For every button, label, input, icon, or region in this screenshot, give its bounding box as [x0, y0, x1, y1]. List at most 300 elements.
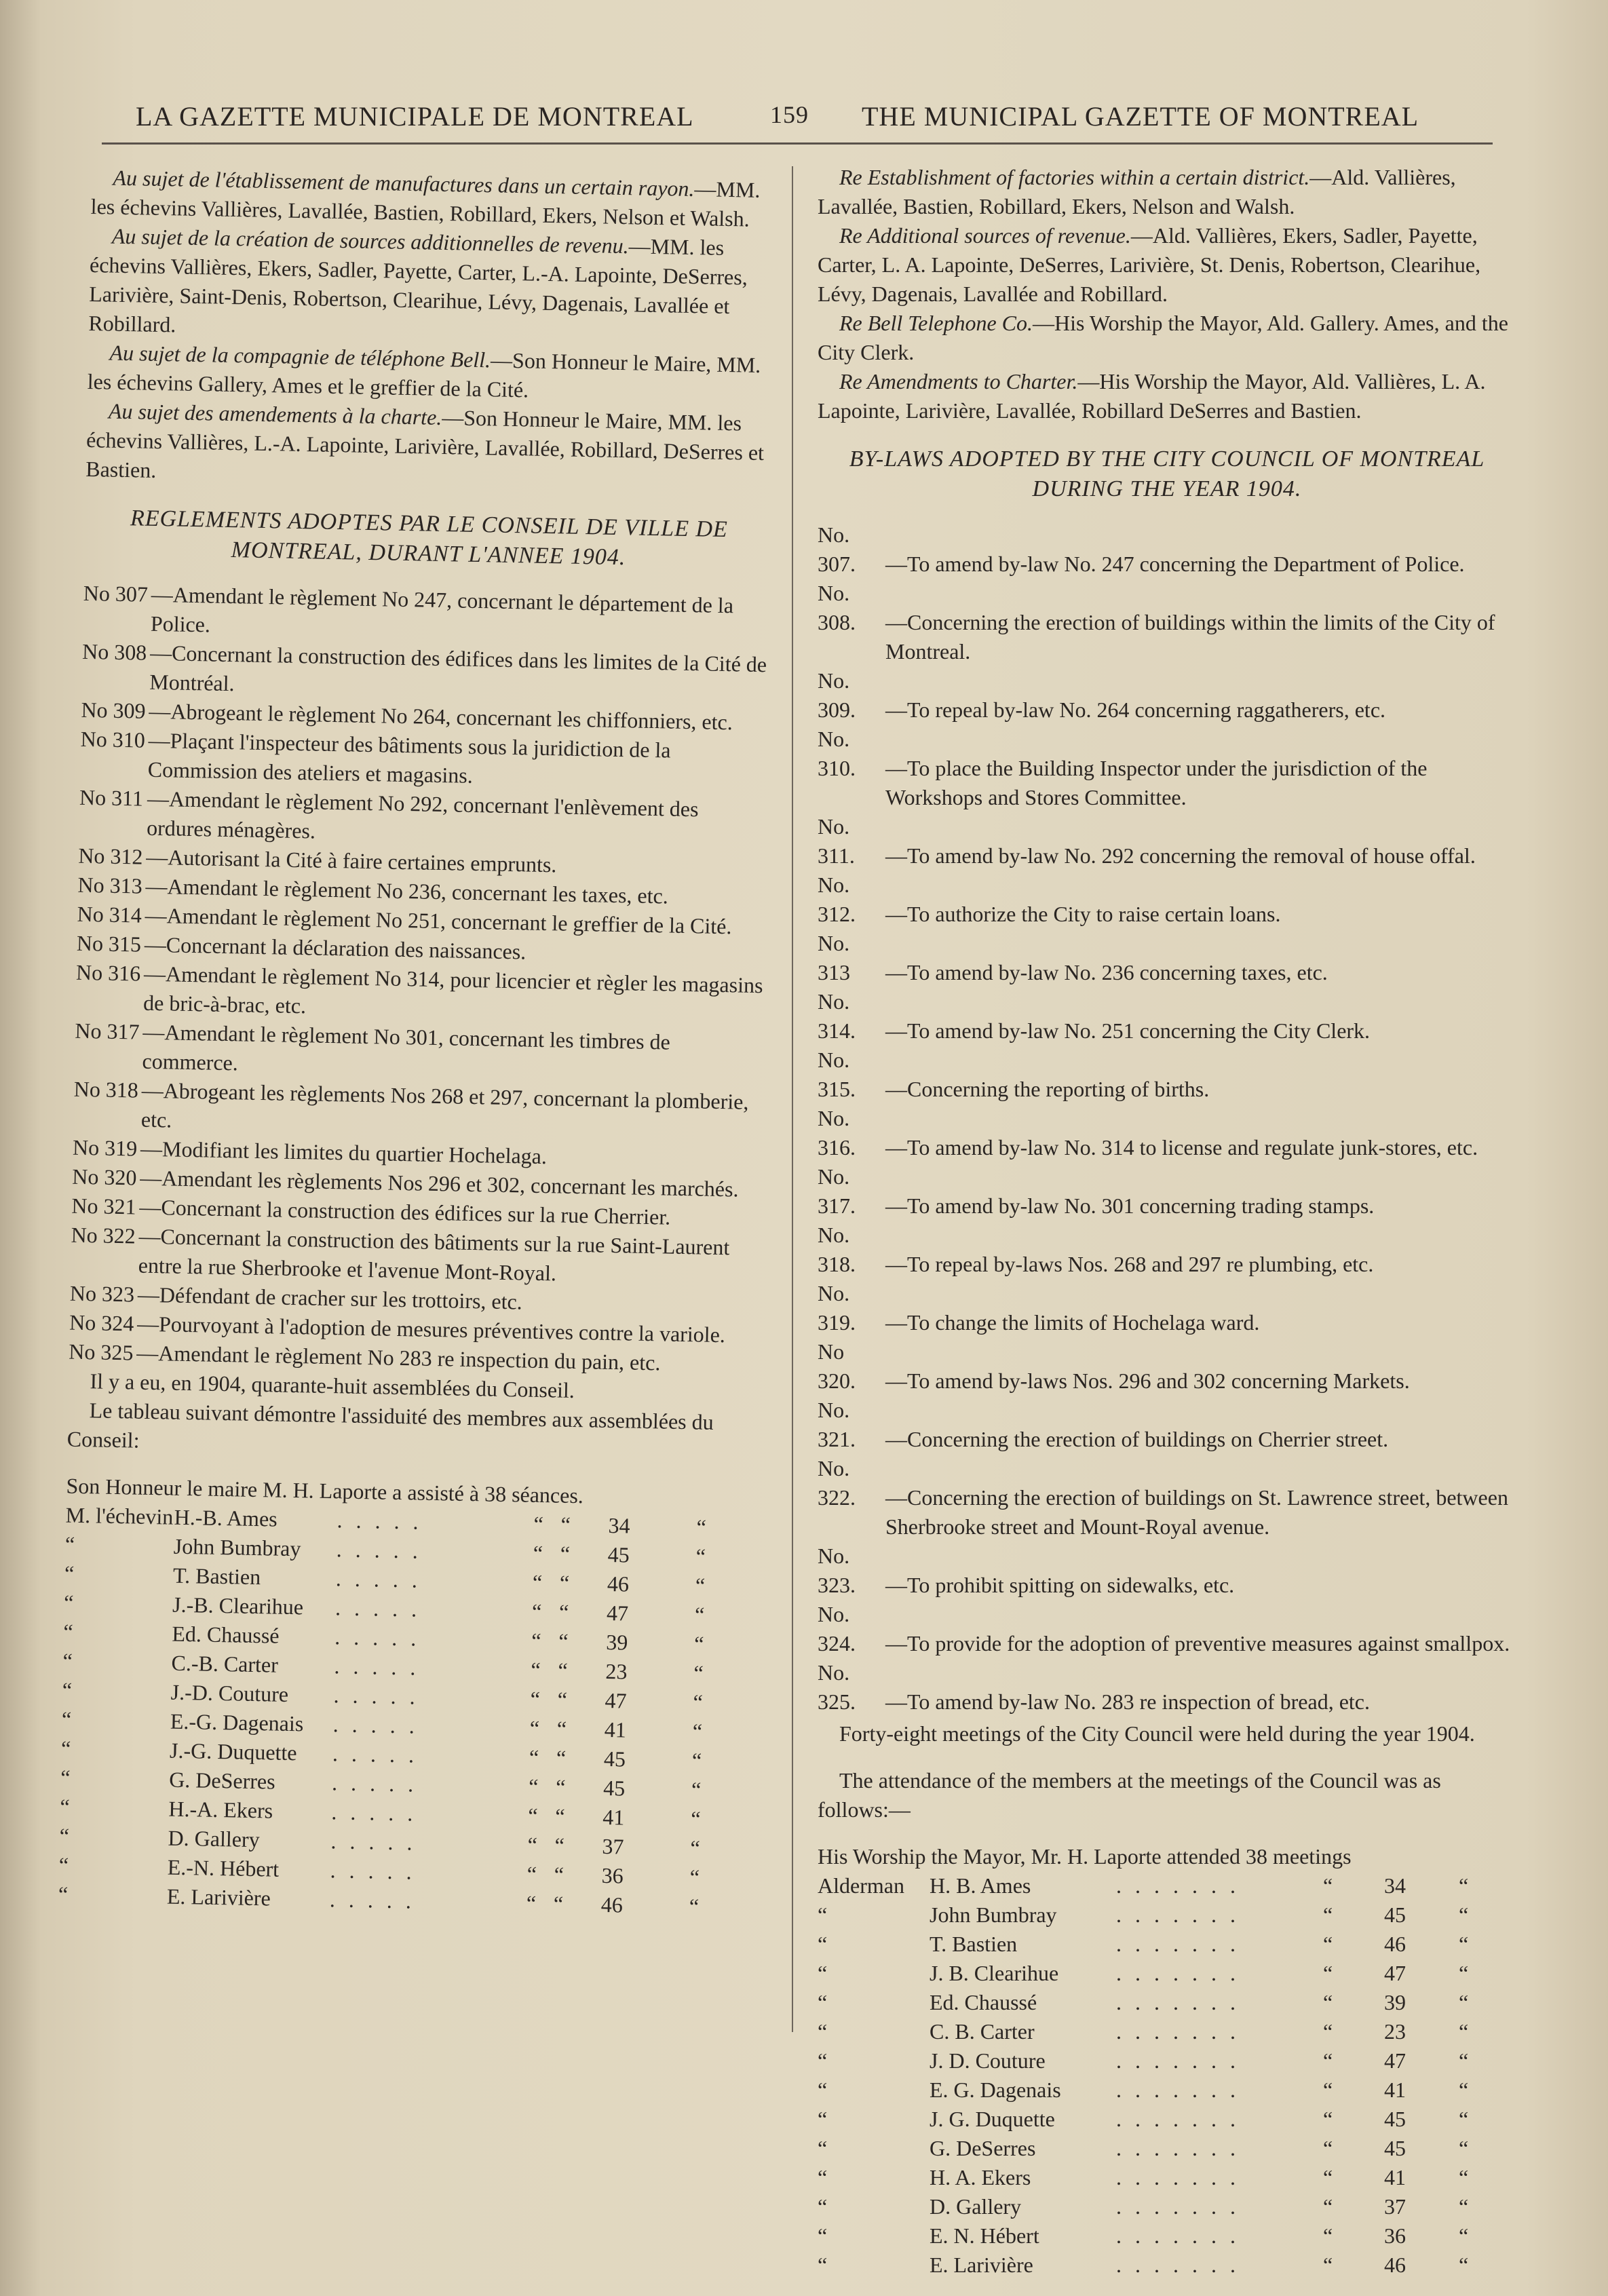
meeting-count: 41: [1384, 2078, 1406, 2102]
leader-dots: . . . . . . .: [1116, 2019, 1240, 2044]
member-title: “: [818, 1932, 828, 1956]
english-column: [818, 163, 1516, 2280]
ditto-mark: “: [1323, 2223, 1333, 2248]
member-title: “: [59, 1823, 70, 1848]
leader-dots: . . . . . . .: [1116, 2078, 1240, 2102]
attendance-row: [818, 2046, 1516, 2075]
committee-subject: Re Bell Telephone Co.: [839, 311, 1033, 335]
attendance-row: [818, 1959, 1516, 1988]
bylaw-number: No. 317.: [818, 1164, 856, 1218]
meeting-count: 45: [1384, 2136, 1406, 2160]
bylaw-text: —Autorisant la Cité à faire certaines emprunts.: [146, 844, 557, 877]
bylaw-text: —Pourvoyant à l'adoption de mesures préventives contre la variole.: [136, 1311, 726, 1347]
member-name: C. B. Carter: [930, 2019, 1035, 2044]
bylaw-number: No 321: [71, 1193, 136, 1219]
member-title: “: [61, 1706, 72, 1731]
mayor-attendance: Son Honneur le maire M. H. Laporte a assisté à 38 séances.: [66, 1473, 584, 1508]
ditto-mark: “: [555, 1803, 565, 1829]
bylaw-text: —To amend by-law No. 247 concerning the Department of Police.: [885, 552, 1465, 576]
bylaw-number: No 314: [77, 901, 142, 927]
member-title: “: [58, 1852, 69, 1877]
bylaw-number: No 312: [78, 843, 143, 869]
bylaw-text: —Modifiant les limites du quartier Hochelaga.: [140, 1136, 548, 1169]
meeting-count: 46: [1384, 1932, 1406, 1956]
attendance-row: [818, 1900, 1516, 1930]
member-name: E. G. Dagenais: [930, 2078, 1061, 2102]
committee-subject: Re Establishment of factories within a certain district.: [839, 165, 1310, 189]
meeting-count: 23: [1384, 2019, 1406, 2044]
meeting-count: 39: [1384, 1990, 1406, 2014]
member-name: G. DeSerres: [930, 2136, 1036, 2160]
ditto-mark: “: [554, 1862, 564, 1887]
bylaw-number: No. 312.: [818, 873, 856, 926]
bylaw-text: —Amendant le règlement No 283 re inspection du pain, etc.: [136, 1340, 661, 1375]
ditto-mark: “: [527, 1861, 537, 1887]
committee-members: —MM. les échevins Vallières, Lavallée, Bastien, Robillard, Ekers, Nelson et Walsh.: [90, 176, 761, 231]
meeting-count: 23: [605, 1658, 628, 1684]
bylaw-number: No 318: [73, 1076, 139, 1103]
ditto-mark: “: [1459, 1873, 1469, 1898]
ditto-mark: “: [691, 1748, 702, 1773]
bylaw-text: —Amendant le règlement No 247, concernant le département de la Police.: [150, 581, 734, 637]
bylaw-number: No 324: [69, 1309, 134, 1336]
bylaw-number: No. 323.: [818, 1544, 856, 1597]
bylaw-text: —Concernant la construction des édifices dans les limites de la Cité de Montréal.: [149, 640, 767, 696]
meeting-count: 36: [1384, 2223, 1406, 2248]
ditto-mark: “: [695, 1544, 706, 1569]
ditto-mark: “: [529, 1715, 540, 1741]
bylaw-number: No 325: [69, 1339, 134, 1365]
committee-subject: Au sujet de la compagnie de téléphone Bell.: [109, 340, 491, 372]
ditto-mark: “: [528, 1774, 539, 1799]
ditto-mark: “: [1323, 2048, 1333, 2073]
meeting-count: 39: [605, 1629, 628, 1655]
member-name: H.-A. Ekers: [168, 1796, 273, 1823]
bylaw-number: No 311: [79, 784, 144, 811]
bylaw-text: —To repeal by-laws Nos. 268 and 297 re plumbing, etc.: [885, 1252, 1374, 1276]
mayor-attendance: His Worship the Mayor, Mr. H. Laporte attended 38 meetings: [818, 1844, 1352, 1869]
ditto-mark: “: [1459, 1932, 1469, 1956]
attendance-row: [818, 2163, 1516, 2192]
bylaw-number: No. 310.: [818, 727, 856, 780]
committee-members: —Ald. Vallières, Ekers, Sadler, Payette, Carter, L. A. Lapointe, DeSerres, Larivière, St. Denis, Robertson, Clearihue, Lévy, Dagenais, Lavallée and Robillard.: [818, 223, 1481, 306]
ditto-mark: “: [556, 1716, 567, 1741]
bylaw-text: —To change the limits of Hochelaga ward.: [885, 1310, 1260, 1335]
ditto-mark: “: [1459, 1902, 1469, 1927]
ditto-mark: “: [555, 1774, 566, 1799]
member-title: “: [63, 1590, 74, 1615]
bylaw-number: No 309: [81, 697, 146, 723]
bylaw-text: —Amendant le règlement No 251, concernant le greffier de la Cité.: [145, 902, 732, 939]
bylaw-entry: [818, 1396, 1516, 1454]
leader-dots: . . . . .: [337, 1508, 423, 1534]
bylaw-entry: [818, 520, 1516, 579]
leader-dots: . . . . .: [334, 1624, 421, 1651]
leader-dots: . . . . . . .: [1116, 2253, 1240, 2277]
member-name: E.-N. Hébert: [167, 1854, 280, 1881]
member-title: “: [64, 1561, 75, 1586]
meeting-count: 47: [606, 1600, 629, 1626]
bylaw-text: —Plaçant l'inspecteur des bâtiments sous la juridiction de la Commission des ateliers et magasins.: [147, 727, 671, 788]
ditto-mark: “: [1459, 2136, 1469, 2160]
member-name: Ed. Chaussé: [930, 1990, 1037, 2014]
bylaw-number: No. 322.: [818, 1456, 856, 1510]
member-name: J.-G. Duquette: [169, 1738, 297, 1765]
committee-list: [818, 163, 1516, 425]
bylaw-number: No. 315.: [818, 1048, 856, 1101]
bylaw-text: —Amendant le règlement No 292, concernant l'enlèvement des ordures ménagères.: [146, 786, 699, 843]
member-title: “: [818, 1902, 828, 1927]
bylaw-entry: [818, 1542, 1516, 1600]
member-name: E. Larivière: [930, 2253, 1033, 2277]
member-name: E.-G. Dagenais: [170, 1708, 304, 1736]
member-name: H. B. Ames: [930, 1873, 1031, 1898]
leader-dots: . . . . .: [330, 1829, 417, 1855]
ditto-mark: “: [1459, 2048, 1469, 2073]
bylaw-text: —Concernant la déclaration des naissances.: [144, 932, 527, 964]
member-title: “: [62, 1677, 73, 1702]
member-title: “: [60, 1765, 71, 1790]
ditto-mark: “: [1323, 2136, 1333, 2160]
member-name: T. Bastien: [172, 1563, 261, 1590]
member-name: E. Larivière: [166, 1883, 271, 1911]
bylaw-entry: [818, 1162, 1516, 1221]
bylaw-entry: [818, 1600, 1516, 1658]
bylaw-text: —Concerning the reporting of births.: [885, 1077, 1210, 1101]
bylaw-text: —Concerning the erection of buildings on St. Lawrence street, between Sherbrooke street and Mount-Royal avenue.: [885, 1485, 1508, 1539]
committee-entry: [818, 309, 1516, 367]
bylaw-text: —Concernant la construction des bâtiments sur la rue Saint-Laurent entre la rue Sherbrooke et l'avenue Mont-Royal.: [138, 1223, 730, 1286]
member-title: “: [818, 2165, 828, 2189]
ditto-mark: “: [695, 1573, 706, 1598]
header-rule: [102, 142, 1493, 145]
bylaw-number: No 315: [76, 930, 142, 957]
bylaw-entry: [818, 1104, 1516, 1162]
committee-members: —His Worship the Mayor, Ald. Gallery. Ames, and the City Clerk.: [818, 311, 1508, 364]
ditto-mark: “: [1459, 2253, 1469, 2277]
meeting-count: 36: [601, 1862, 624, 1888]
bylaw-text: —To amend by-laws Nos. 296 and 302 concerning Markets.: [885, 1369, 1410, 1393]
ditto-mark: “: [531, 1599, 542, 1624]
member-name: J.-B. Clearihue: [172, 1592, 304, 1620]
ditto-mark: “: [558, 1599, 569, 1624]
member-title: “: [818, 2078, 828, 2102]
member-title: “: [818, 2107, 828, 2131]
committee-subject: Re Amendments to Charter.: [839, 369, 1078, 394]
attendance-table: [58, 1472, 755, 1922]
member-title: “: [64, 1531, 75, 1556]
french-column-body: [58, 163, 780, 1922]
bylaw-number: No 322: [71, 1222, 136, 1248]
ditto-mark: “: [531, 1657, 541, 1683]
bylaw-entry: [818, 725, 1516, 812]
bylaw-text: —Abrogeant le règlement No 264, concernant les chiffonniers, etc.: [149, 698, 733, 735]
member-name: D. Gallery: [930, 2194, 1022, 2219]
attendance-rows: [818, 1871, 1516, 2280]
leader-dots: . . . . . . .: [1116, 2194, 1240, 2219]
member-name: Ed. Chaussé: [172, 1621, 280, 1648]
bylaw-entry: [818, 812, 1516, 870]
leader-dots: . . . . . . .: [1116, 2165, 1240, 2189]
bylaw-number: No 313: [77, 872, 143, 898]
ditto-mark: “: [1323, 2107, 1333, 2131]
bylaw-number: No. 311.: [818, 814, 855, 868]
ditto-mark: “: [559, 1570, 570, 1595]
member-name: E. N. Hébert: [930, 2223, 1039, 2248]
member-title: “: [818, 1990, 828, 2014]
bylaw-text: —To repeal by-law No. 264 concerning raggatherers, etc.: [885, 697, 1386, 722]
leader-dots: . . . . . . .: [1116, 1932, 1240, 1956]
ditto-mark: “: [1459, 2194, 1469, 2219]
bylaw-number: No 308: [81, 638, 147, 665]
bylaw-entry: [818, 1221, 1516, 1279]
ditto-mark: “: [554, 1833, 565, 1858]
ditto-mark: “: [558, 1628, 569, 1653]
bylaw-number: No. 308.: [818, 581, 856, 634]
attendance-intro: Le tableau suivant démontre l'assiduité des membres aux assemblées du Conseil:: [66, 1398, 714, 1453]
bylaw-list: [818, 520, 1516, 1717]
member-name: J. D. Couture: [930, 2048, 1046, 2073]
leader-dots: . . . . .: [335, 1566, 422, 1592]
ditto-mark: “: [1323, 1873, 1333, 1898]
leader-dots: . . . . .: [332, 1741, 419, 1767]
attendance-row: [818, 1930, 1516, 1959]
bylaw-text: —To provide for the adoption of preventive measures against smallpox.: [885, 1631, 1510, 1656]
bylaw-number: No. 324.: [818, 1602, 856, 1656]
leader-dots: . . . . .: [331, 1799, 417, 1826]
bylaw-text: —To prohibit spitting on sidewalks, etc.: [885, 1573, 1235, 1597]
ditto-mark: “: [560, 1512, 571, 1537]
bylaw-text: —Amendant le règlement No 301, concernant les timbres de commerce.: [142, 1019, 671, 1075]
meetings-note: Forty-eight meetings of the City Council were held during the year 1904.: [839, 1721, 1475, 1746]
section-title: BY-LAWS ADOPTED BY THE CITY COUNCIL OF MONTREAL DURING THE YEAR 1904.: [849, 446, 1485, 501]
bylaw-number: No 323: [69, 1280, 135, 1307]
committee-members: —MM. les échevins Vallières, Ekers, Sadler, Payette, Carter, L.-A. Lapointe, DeSerres, Larivière, Saint-Denis, Robertson, Clearihue, Lévy, Dagenais, Lavallée et Robillard.: [88, 233, 748, 337]
bylaw-entry: [818, 666, 1516, 725]
ditto-mark: “: [1459, 1961, 1469, 1985]
member-name: D. Gallery: [168, 1825, 261, 1852]
meeting-count: 45: [603, 1746, 626, 1772]
bylaw-number: No. 307.: [818, 522, 856, 576]
ditto-mark: “: [557, 1687, 568, 1712]
bylaw-text: —Amendant le règlement No 236, concernant les taxes, etc.: [145, 873, 669, 908]
member-title: “: [818, 2136, 828, 2160]
meeting-count: 34: [608, 1512, 630, 1538]
bylaw-number: No. 318.: [818, 1223, 856, 1276]
member-title: “: [818, 2019, 828, 2044]
bylaw-text: —Défendant de cracher sur les trottoirs, etc.: [137, 1282, 523, 1314]
meeting-count: 46: [1384, 2253, 1406, 2277]
ditto-mark: “: [558, 1658, 569, 1683]
committee-entry: [818, 367, 1516, 425]
member-title: “: [818, 2194, 828, 2219]
ditto-mark: “: [1459, 2078, 1469, 2102]
bylaw-number: No 310: [80, 726, 146, 752]
meeting-count: 46: [607, 1571, 630, 1596]
committee-members: —His Worship the Mayor, Ald. Vallières, L. A. Lapointe, Larivière, Lavallée, Robillard DeSerres and Bastien.: [818, 369, 1486, 423]
leader-dots: . . . . .: [331, 1770, 418, 1797]
member-name: John Bumbray: [930, 1902, 1057, 1927]
ditto-mark: “: [533, 1511, 544, 1537]
section-title: REGLEMENTS ADOPTES PAR LE CONSEIL DE VILLE DE MONTREAL, DURANT L'ANNEE 1904.: [130, 505, 729, 571]
leader-dots: . . . . .: [334, 1595, 421, 1622]
bylaw-number: No. 309.: [818, 668, 856, 722]
meeting-count: 37: [1384, 2194, 1406, 2219]
meeting-count: 45: [1384, 1902, 1406, 1927]
bylaw-entry: [818, 1279, 1516, 1337]
member-title: “: [818, 2253, 828, 2277]
ditto-mark: “: [690, 1835, 701, 1860]
leader-dots: . . . . . . .: [1116, 2107, 1240, 2131]
member-title: M. l'échevin: [65, 1502, 174, 1529]
meeting-count: 46: [600, 1892, 624, 1917]
bylaw-text: —To amend by-law No. 301 concerning trading stamps.: [885, 1193, 1375, 1218]
meeting-count: 34: [1384, 1873, 1406, 1898]
ditto-mark: “: [1459, 2223, 1469, 2248]
committee-members: —Ald. Vallières, Lavallée, Bastien, Robillard, Ekers, Nelson and Walsh.: [818, 165, 1456, 218]
meeting-count: 37: [602, 1833, 624, 1859]
english-title: THE MUNICIPAL GAZETTE OF MONTREAL: [862, 101, 1419, 132]
bylaw-text: —To amend by-law No. 292 concerning the removal of house offal.: [885, 843, 1476, 868]
member-title: “: [62, 1648, 73, 1673]
bylaw-number: No. 313: [818, 931, 850, 984]
ditto-mark: “: [1323, 2194, 1333, 2219]
attendance-row: [818, 2017, 1516, 2046]
leader-dots: . . . . .: [332, 1712, 419, 1738]
member-name: H.-B. Ames: [174, 1504, 278, 1531]
ditto-mark: “: [693, 1689, 704, 1715]
bylaw-entry: [818, 870, 1516, 929]
committee-list: [85, 163, 780, 497]
bylaw-text: —To place the Building Inspector under the jurisdiction of the Workshops and Stores Committee.: [885, 756, 1428, 809]
bylaw-number: No. 319.: [818, 1281, 856, 1335]
meeting-count: 47: [1384, 1961, 1406, 1985]
member-title: “: [60, 1794, 71, 1819]
bylaw-number: No 319: [72, 1134, 138, 1161]
french-title: LA GAZETTE MUNICIPALE DE MONTREAL: [136, 101, 694, 132]
ditto-mark: “: [1459, 1990, 1469, 2014]
bylaw-text: —To amend by-law No. 236 concerning taxes, etc.: [885, 960, 1328, 984]
ditto-mark: “: [696, 1514, 707, 1539]
ditto-mark: “: [533, 1540, 543, 1566]
member-title: “: [63, 1619, 73, 1644]
bylaw-entry: [818, 1658, 1516, 1717]
leader-dots: . . . . . . .: [1116, 1990, 1240, 2014]
leader-dots: . . . . .: [329, 1887, 416, 1913]
attendance-row: [818, 1871, 1516, 1900]
attendance-rows: [58, 1501, 754, 1922]
member-title: “: [818, 2223, 828, 2248]
bylaw-text: —To amend by-law No. 251 concerning the City Clerk.: [885, 1018, 1371, 1043]
leader-dots: . . . . . . .: [1116, 1873, 1240, 1898]
ditto-mark: “: [690, 1806, 701, 1831]
ditto-mark: “: [689, 1864, 700, 1890]
attendance-row: [818, 2134, 1516, 2163]
ditto-mark: “: [532, 1569, 543, 1595]
bylaw-text: —Abrogeant les règlements Nos 268 et 297, concernant la plomberie, etc.: [140, 1077, 749, 1132]
bylaw-text: —Concerning the erection of buildings within the limits of the City of Montreal.: [885, 610, 1495, 664]
meeting-count: 47: [605, 1687, 627, 1713]
member-name: T. Bastien: [930, 1932, 1018, 1956]
member-name: J. B. Clearihue: [930, 1961, 1059, 1985]
committee-subject: Au sujet de l'établissement de manufactures dans un certain rayon.: [113, 165, 695, 202]
ditto-mark: “: [1323, 2253, 1333, 2277]
meeting-count: 41: [1384, 2165, 1406, 2189]
ditto-mark: “: [1323, 2165, 1333, 2189]
attendance-intro: The attendance of the members at the meetings of the Council was as follows:—: [818, 1768, 1441, 1822]
bylaw-number: No 317: [75, 1018, 140, 1044]
leader-dots: . . . . .: [334, 1653, 420, 1680]
bylaw-text: —To authorize the City to raise certain loans.: [885, 902, 1281, 926]
french-column: [58, 163, 780, 1919]
ditto-mark: “: [694, 1602, 705, 1627]
bylaw-number: No. 321.: [818, 1398, 856, 1451]
committee-entry: [818, 163, 1516, 221]
bylaw-text: —To amend by-law No. 283 re inspection of bread, etc.: [885, 1689, 1370, 1714]
ditto-mark: “: [1459, 2019, 1469, 2044]
bylaw-entry: [818, 579, 1516, 666]
running-header: [136, 95, 1466, 136]
leader-dots: . . . . . . .: [1116, 1961, 1240, 1985]
meeting-count: 45: [607, 1542, 630, 1567]
attendance-row: [818, 2221, 1516, 2251]
committee-subject: Au sujet de la création de sources additionnelles de revenu.: [111, 223, 630, 259]
committee-entry: [818, 221, 1516, 309]
meeting-count: 45: [1384, 2107, 1406, 2131]
bylaw-list: [69, 579, 772, 1379]
ditto-mark: “: [531, 1628, 541, 1653]
ditto-mark: “: [1323, 1961, 1333, 1985]
ditto-mark: “: [693, 1660, 704, 1685]
ditto-mark: “: [1323, 2078, 1333, 2102]
ditto-mark: “: [528, 1803, 538, 1829]
column-divider: [792, 166, 793, 2032]
meeting-count: 41: [602, 1804, 625, 1830]
member-title: “: [58, 1881, 69, 1907]
attendance-row: [818, 2105, 1516, 2134]
bylaw-number: No. 316.: [818, 1106, 856, 1160]
meeting-count: 47: [1384, 2048, 1406, 2073]
meeting-count: 41: [604, 1717, 627, 1742]
attendance-row: [818, 1988, 1516, 2017]
bylaw-text: —Concerning the erection of buildings on Cherrier street.: [885, 1427, 1389, 1451]
page-number: 159: [770, 101, 809, 128]
attendance-table: [818, 1842, 1516, 2280]
member-name: John Bumbray: [173, 1533, 301, 1561]
ditto-mark: “: [1323, 1990, 1333, 2014]
attendance-row: [818, 2251, 1516, 2280]
ditto-mark: “: [693, 1631, 704, 1656]
member-title: Alderman: [818, 1873, 904, 1898]
member-title: “: [818, 1961, 828, 1985]
attendance-row: [818, 2192, 1516, 2221]
bylaw-number: No. 325.: [818, 1660, 856, 1714]
ditto-mark: “: [1323, 1902, 1333, 1927]
ditto-mark: “: [526, 1890, 537, 1916]
bylaw-text: —Concernant la construction des édifices sur la rue Cherrier.: [139, 1194, 671, 1229]
meeting-count: 45: [602, 1775, 626, 1801]
ditto-mark: “: [530, 1686, 541, 1712]
committee-entry: [85, 396, 776, 497]
member-name: H. A. Ekers: [930, 2165, 1031, 2189]
bylaw-entry: [818, 1454, 1516, 1542]
member-title: “: [60, 1736, 71, 1761]
member-title: “: [818, 2048, 828, 2073]
leader-dots: . . . . . . .: [1116, 1902, 1240, 1927]
committee-members: —Son Honneur le Maire, MM. les échevins Gallery, Ames et le greffier de la Cité.: [87, 347, 761, 402]
ditto-mark: “: [527, 1832, 538, 1858]
bylaw-number: No 307: [83, 580, 149, 607]
